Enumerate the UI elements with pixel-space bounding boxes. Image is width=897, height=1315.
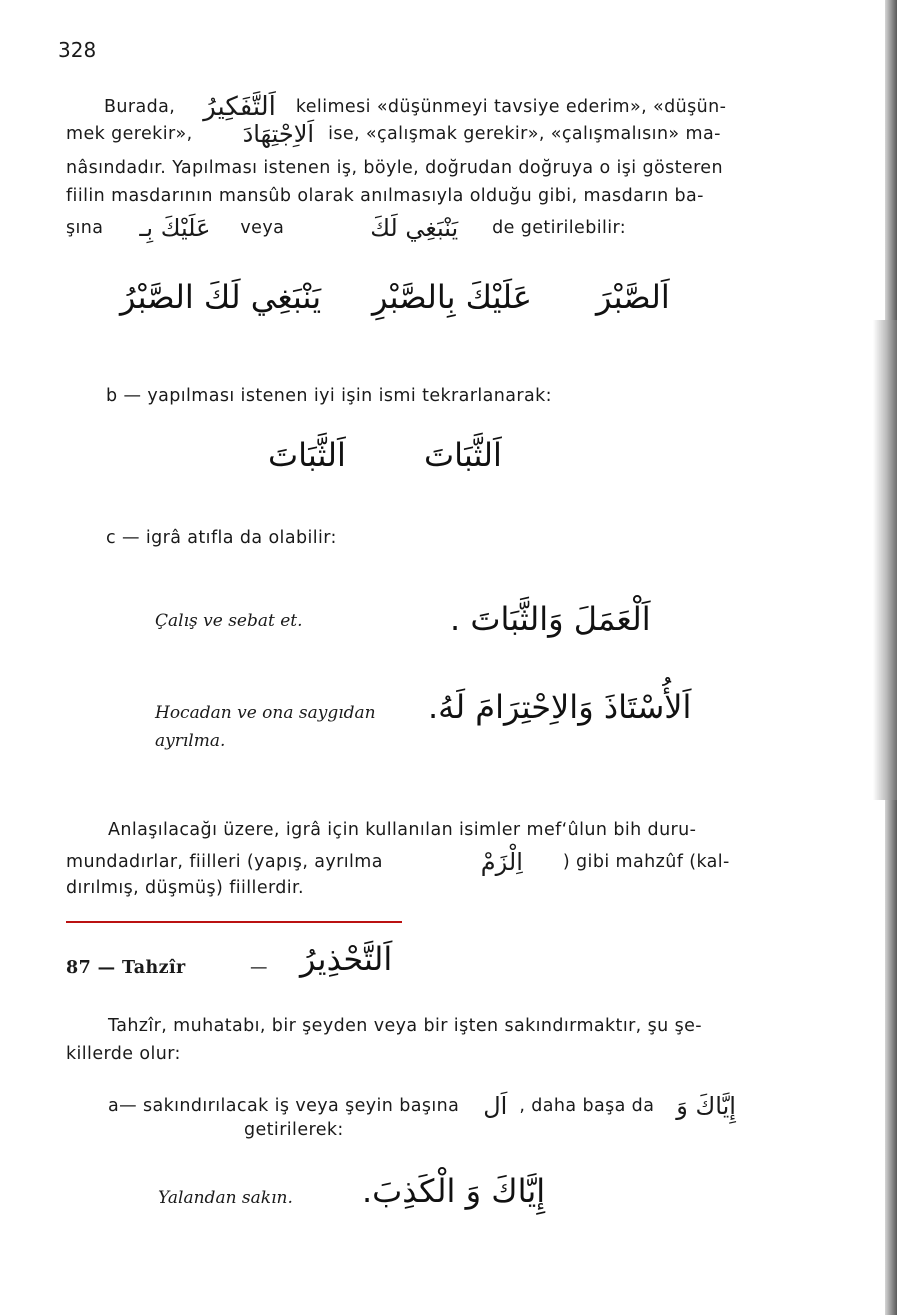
- p2-line-3: dırılmış, düşmüş) fiillerdir.: [66, 878, 304, 898]
- example2-left: اَلثَّبَاتَ: [268, 436, 346, 474]
- p1-line-4: fiilin masdarının mansûb olarak anılmasıyla olduğu gibi, masdarın ba-: [66, 186, 704, 206]
- example4-translation-2: ayrılma.: [155, 731, 226, 751]
- example2-right: اَلثَّبَاتَ: [424, 436, 502, 474]
- example4-arabic: اَلأُسْتَاذَ وَالاِحْتِرَامَ لَهُ.: [428, 688, 692, 726]
- example1-left: يَنْبَغِي لَكَ الصَّبْرُ: [120, 278, 322, 316]
- example4-translation-1: Hocadan ve ona saygıdan: [155, 703, 376, 723]
- example3-translation: Çalış ve sebat et.: [155, 611, 303, 631]
- example1-middle: عَلَيْكَ بِالصَّبْرِ: [372, 278, 532, 316]
- arabic-term-tafkir: اَلتَّفَكِيرُ: [203, 92, 276, 122]
- item-a-line-1: a— sakındırılacak iş veya şeyin başına اَل , daha başa da إِيَّاكَ وَ: [108, 1092, 736, 1120]
- item-a-line-2: getirilerek:: [244, 1120, 344, 1140]
- arabic-term-ijtihad: اَلاِجْتِهَادَ: [242, 120, 315, 148]
- page-number: 328: [58, 38, 97, 62]
- section-divider: [66, 921, 402, 923]
- section-87-arabic: اَلتَّحْذِيرُ: [300, 940, 393, 978]
- section-87-heading: 87 — Tahzîr: [66, 958, 186, 978]
- p1-line-1: Burada, اَلتَّفَكِيرُ kelimesi «düşünmeyi tavsiye ederim», «düşün-: [104, 92, 727, 122]
- p3-line-1: Tahzîr, muhatabı, bir şeyden veya bir işten sakındırmaktır, şu şe-: [108, 1016, 702, 1036]
- p2-line-2: mundadırlar, fiilleri (yapış, ayrılma اِلْزَمْ ) gibi mahzûf (kal-: [66, 848, 730, 876]
- p1-line-3: nâsındadır. Yapılması istenen iş, böyle, doğrudan doğruya o işi gösteren: [66, 158, 723, 178]
- example5-translation: Yalandan sakın.: [158, 1188, 293, 1208]
- example1-right: اَلصَّبْرَ: [596, 278, 670, 316]
- arabic-ilzem: اِلْزَمْ: [480, 848, 523, 876]
- p2-line-1: Anlaşılacağı üzere, igrâ için kullanılan isimler mefʻûlun bih duru-: [108, 820, 697, 840]
- example5-arabic: إِيَّاكَ وَ الْكَذِبَ.: [362, 1172, 546, 1210]
- p1-line-2: mek gerekir», اَلاِجْتِهَادَ ise, «çalışmak gerekir», «çalışmalısın» ma-: [66, 120, 721, 148]
- page-fold-shadow: [873, 320, 897, 800]
- p1-line-5: şına عَلَيْكَ بِـ veya يَنْبَغِي لَكَ de getirilebilir:: [66, 214, 627, 242]
- item-c: c — igrâ atıfla da olabilir:: [106, 528, 337, 548]
- p3-line-2: killerde olur:: [66, 1044, 181, 1064]
- arabic-al: اَل: [483, 1092, 508, 1120]
- arabic-iyyake-ve: إِيَّاكَ وَ: [676, 1092, 736, 1120]
- section-87-dash: —: [250, 958, 268, 978]
- item-b: b — yapılması istenen iyi işin ismi tekrarlanarak:: [106, 386, 552, 406]
- arabic-yenbagi-leke: يَنْبَغِي لَكَ: [370, 214, 459, 242]
- arabic-aleyke-bi: عَلَيْكَ بِـ: [139, 214, 211, 242]
- example3-arabic: اَلْعَمَلَ وَالثَّبَاتَ .: [450, 600, 651, 638]
